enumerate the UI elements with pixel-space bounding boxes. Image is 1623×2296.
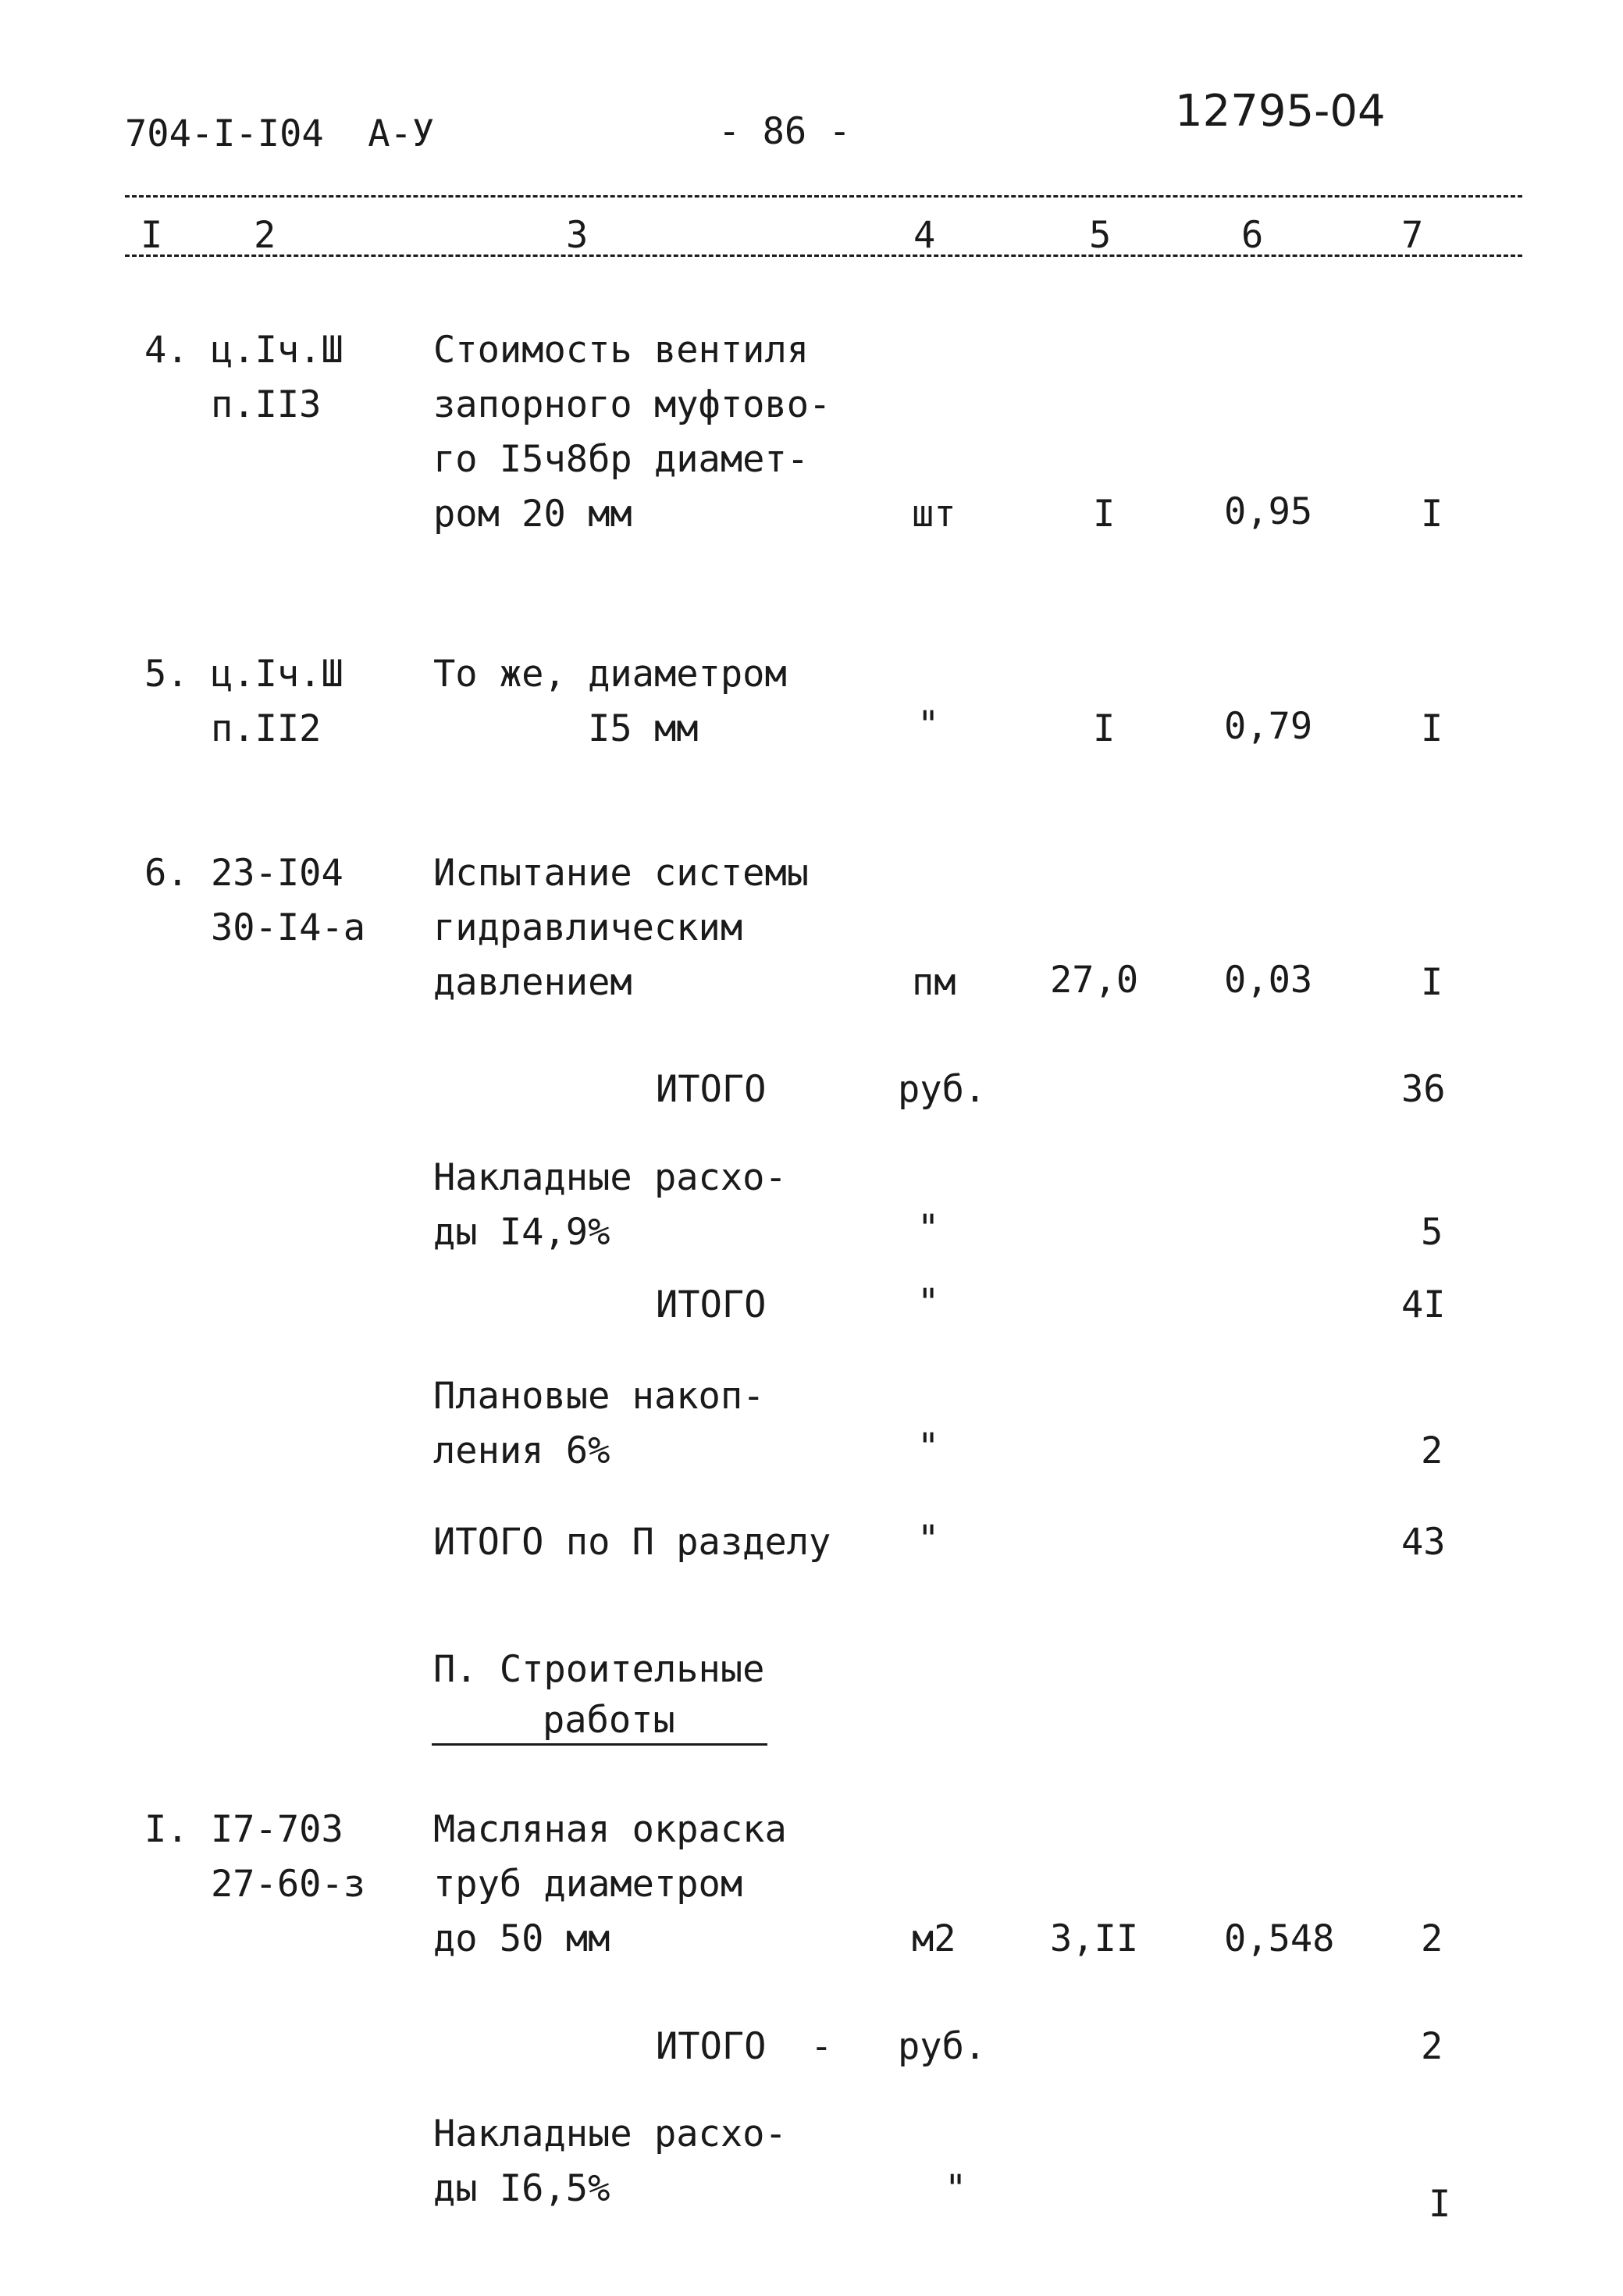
summary-label: ИТОГО - [656, 2025, 833, 2068]
header-rule-bottom [125, 255, 1522, 257]
row-desc-line: То же, диаметром [433, 653, 787, 696]
summary-total: 5 [1421, 1211, 1443, 1254]
summary-unit: руб. [898, 2025, 987, 2068]
col-header-1: I [141, 214, 163, 257]
row-price: 0,548 [1224, 1917, 1335, 1960]
col-header-7: 7 [1401, 214, 1424, 257]
row-unit: шт [912, 493, 956, 536]
row-number: 5. [144, 653, 189, 696]
row-code-line: п.II3 [211, 383, 322, 426]
summary-unit: " [917, 1518, 940, 1561]
summary-label: ды I4,9% [433, 1211, 610, 1254]
row-desc-line: Испытание системы [433, 852, 810, 895]
row-number: 6. [144, 852, 189, 895]
page-number: - 86 - [718, 110, 851, 153]
header-rule-top [125, 195, 1522, 198]
row-code-line: 23-I04 [211, 852, 343, 895]
summary-label: ды I6,5% [433, 2167, 610, 2210]
summary-total: 43 [1401, 1521, 1446, 1564]
row-desc-line: Стоимость вентиля [433, 329, 810, 372]
summary-unit: " [917, 1207, 940, 1250]
row-qty: 27,0 [1050, 959, 1139, 1002]
col-header-5: 5 [1089, 214, 1112, 257]
summary-unit: " [917, 1426, 940, 1468]
section-title: П. Строительные [433, 1648, 765, 1691]
row-total: I [1421, 961, 1443, 1004]
section-underline [432, 1743, 767, 1746]
row-number: I. [144, 1808, 189, 1851]
row-total: I [1421, 493, 1443, 536]
summary-label: ИТОГО [656, 1068, 767, 1111]
summary-label: ления 6% [433, 1429, 610, 1472]
row-price: 0,03 [1224, 959, 1313, 1002]
summary-total: I [1429, 2183, 1451, 2226]
row-total: 2 [1421, 1917, 1443, 1960]
summary-label: Накладные расхо- [433, 2113, 787, 2155]
row-total: I [1421, 707, 1443, 750]
row-desc-line: ром 20 мм [433, 493, 632, 536]
row-desc-line: Масляная окраска [433, 1808, 787, 1851]
col-header-2: 2 [254, 214, 276, 257]
summary-total: 4I [1401, 1283, 1446, 1326]
row-desc-line: давлением [433, 961, 632, 1004]
summary-total: 2 [1421, 2025, 1443, 2068]
row-code-line: 30-I4-а [211, 906, 366, 949]
row-code-line: ц.Iч.Ш [211, 329, 343, 372]
row-number: 4. [144, 329, 189, 372]
col-header-4: 4 [913, 214, 936, 257]
archive-number: 12795-04 [1175, 86, 1386, 137]
row-qty: I [1093, 493, 1116, 536]
summary-label: Плановые накоп- [433, 1375, 765, 1418]
section-title-line2: работы [543, 1699, 675, 1742]
row-unit: м2 [912, 1917, 956, 1960]
row-desc-line: труб диаметром [433, 1863, 743, 1906]
summary-label: ИТОГО по П разделу [433, 1521, 831, 1564]
summary-total: 2 [1421, 1429, 1443, 1472]
row-desc-line: запорного муфтово- [433, 383, 831, 426]
summary-unit: " [917, 1281, 940, 1324]
row-desc-line: гидравлическим [433, 906, 743, 949]
row-code-line: I7-703 [211, 1808, 343, 1851]
row-desc-line: I5 мм [433, 707, 699, 750]
row-price: 0,95 [1224, 490, 1313, 533]
row-code-line: п.II2 [211, 707, 322, 750]
row-price: 0,79 [1224, 705, 1313, 748]
row-desc-line: до 50 мм [433, 1917, 610, 1960]
row-code-line: 27-60-з [211, 1863, 366, 1906]
row-qty: 3,II [1050, 1917, 1139, 1960]
summary-label: ИТОГО [656, 1283, 767, 1326]
col-header-6: 6 [1241, 214, 1264, 257]
col-header-3: 3 [566, 214, 589, 257]
summary-label: Накладные расхо- [433, 1156, 787, 1199]
row-unit: пм [912, 961, 956, 1004]
row-qty: I [1093, 707, 1116, 750]
row-code-line: ц.Iч.Ш [211, 653, 343, 696]
summary-unit: " [945, 2167, 967, 2210]
row-unit: " [917, 703, 940, 746]
summary-total: 36 [1401, 1068, 1446, 1111]
row-desc-line: го I5ч8бр диамет- [433, 438, 810, 481]
doc-code: 704-I-I04 А-У [125, 112, 435, 155]
summary-unit: руб. [898, 1068, 987, 1111]
